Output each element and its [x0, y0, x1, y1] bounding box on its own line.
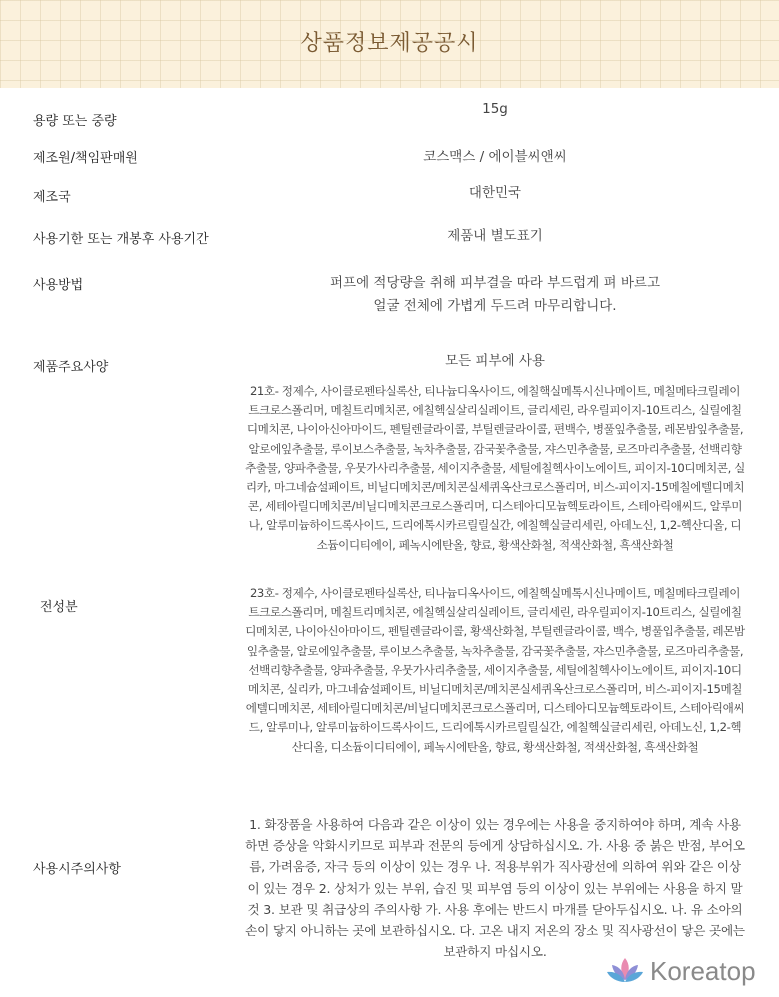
value-usage-line1: 퍼프에 적당량을 취해 피부결을 따라 부드럽게 펴 바르고	[330, 275, 660, 291]
label-spec: 제품주요사양	[33, 360, 109, 375]
header-banner	[0, 0, 779, 88]
lotus-icon	[606, 956, 644, 988]
label-expiry: 사용기한 또는 개봉후 사용기간	[33, 232, 209, 247]
ingredients-shade-23: 23호- 정제수, 사이클로펜타실록산, 티나늄디옥사이드, 에칠헥실메톡시신나메이트, 메칠메타크릴레이트크로스폴리머, 메칠트리메치콘, 에칠헥실살리실레이트, 글리세린, 라우릴피이지-10트리스, 실릴에칠디메치콘, 나이아신아마이드, 펜틸렌글라이콜, 황색산화철, 부틸렌글라이콜, 백수, 병풀입추출물, 레몬밤잎추출물, 알로에잎추출물, 루이보스추출물, 녹차추출물, 감국꽃추출물, 쟈스민추출물, 로즈마리추출물, 선백리향추출물, 양파추출물, 우뭇가사리추출물, 세이지추출물, 세틸에칠헥사이노에이트, 피이지-10디메치콘, 실리카, 마그네슘설페이트, 비닐디메치콘/메치콘실세퀴옥산크로스폴리머, 비스-피이지-15메칠에텔디메치콘, 세테아릴디메치콘/비닐디메치콘크로스폴리머, 디스테아디모늄헥토라이트, 스테아릭애씨드, 알루미나, 알루미늄하이드록사이드, 드리에톡시카르릴릴실간, 에칠헥실글리세린, 아데노신, 1,2-헥산디올, 디소듐이디티에이, 페녹시에탄올, 향료, 황색산화철, 적색산화철, 흑색산화철	[245, 586, 745, 754]
label-capacity: 용량 또는 중량	[33, 114, 117, 129]
label-caution: 사용시주의사항	[33, 862, 121, 877]
value-capacity: 15g	[482, 101, 508, 117]
page-title: 상품정보제공공시	[300, 31, 479, 56]
brand-name: Koreatop	[650, 956, 756, 986]
caution-text: 1. 화장품을 사용하여 다음과 같은 이상이 있는 경우에는 사용을 중지하여야 하며, 계속 사용하면 증상을 악화시키므로 피부과 전문의 등에게 상담하십시오. 가. 사용 중 붉은 반점, 부어오름, 가려움증, 자극 등의 이상이 있는 경우 나. 적용부위가 직사광선에 의하여 위와 같은 이상이 있는 경우 2. 상처가 있는 부위, 습진 및 피부염 등의 이상이 있는 부위에는 사용을 하지 말 것 3. 보관 및 취급상의 주의사항 가. 사용 후에는 반드시 마개를 닫아두십시오. 나. 유 소아의 손이 닿지 아니하는 곳에 보관하십시오. 다. 고온 내지 저온의 장소 및 직사광선이 닿은 곳에는 보관하지 마십시오.	[245, 817, 745, 960]
brand-logo	[606, 952, 776, 992]
value-manufacturer: 코스맥스 / 에이블씨앤씨	[423, 149, 567, 165]
value-expiry: 제품내 별도표기	[447, 228, 543, 244]
value-spec: 모든 피부에 사용	[445, 353, 545, 369]
label-manufacturer: 제조원/책임판매원	[33, 151, 138, 166]
label-country: 제조국	[33, 190, 71, 205]
label-usage: 사용방법	[33, 278, 84, 293]
value-country: 대한민국	[468, 185, 522, 201]
value-usage-line2: 얼굴 전체에 가볍게 두드려 마무리합니다.	[373, 298, 617, 314]
ingredients-shade-21: 21호- 정제수, 사이클로펜타실록산, 티나늄디옥사이드, 에칠핵실메톡시신나메이트, 메칠메타크릴레이트크로스폴리머, 메칠트리메치콘, 에칠헥실살리실레이트, 글리세린, 라우릴피이지-10트리스, 실릴에칠디메치콘, 나이아신아마이드, 펜틸렌글라이콜, 부틸렌글라이콜, 편백수, 병풀잎추출물, 레몬밤잎추출물, 알로에잎추출물, 루이보스추출물, 녹차추출물, 감국꽃추출물, 쟈스민추출물, 로즈마리추출물, 선백리향추출물, 양파추출물, 우뭇가사리추출물, 세이지추출물, 세틸에칠헥사이노에이트, 피이지-10디메치콘, 실리카, 마그네슘설페이트, 비닐디메치콘/메치콘실세퀴옥산크로스폴리머, 비스-피이지-15메칠에텔디메치콘, 세테아릴디메치콘/비닐디메치콘크로스폴리머, 디스테아디모늄헥토라이트, 스테아릭애씨드, 알루미나, 알루미늄하이드록사이드, 드리에톡시카르릴릴실간, 에칠헥실글리세린, 아데노신, 1,2-헥산디올, 디소듐이디티에이, 페녹시에탄올, 향료, 황색산화철, 적색산화철, 흑색산화철	[245, 384, 745, 552]
label-ingredients: 전성분	[40, 600, 78, 615]
